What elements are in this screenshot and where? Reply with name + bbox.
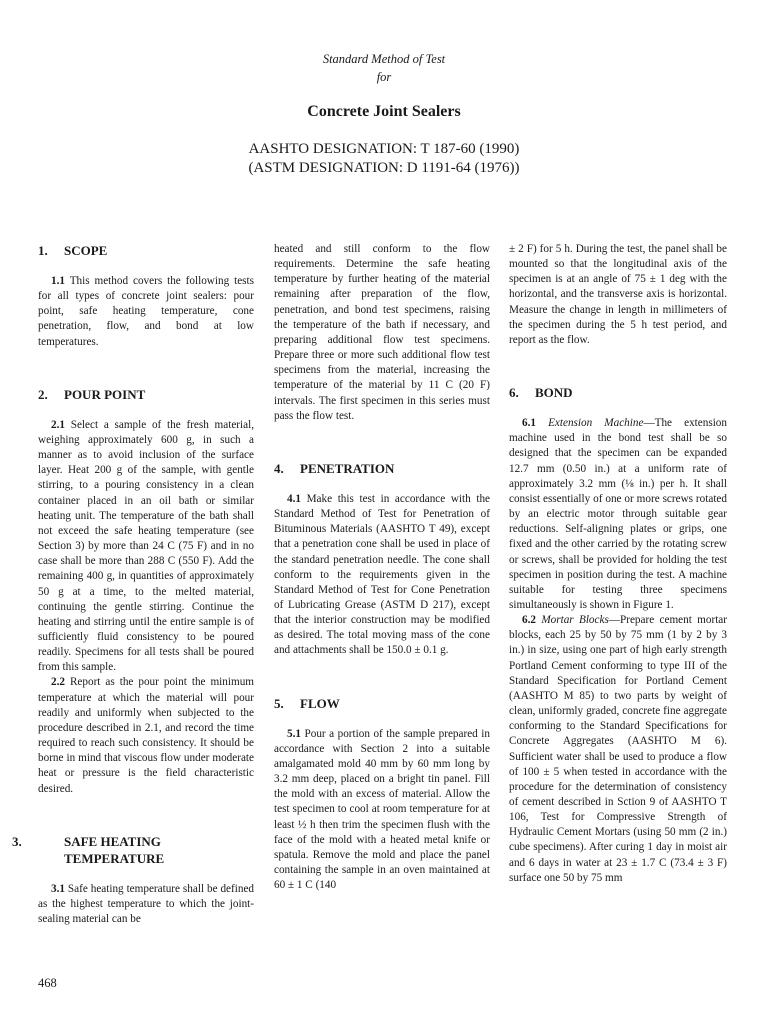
column-1 (12, 242, 255, 927)
paragraph-1-1: 1.1 This method covers the following tests for all types of concrete joint sealers: pour point, safe heating temperature, cone penetration, flow, and bond at low temperatures. (38, 275, 254, 348)
header-standard-method: Standard Method of Test (322, 52, 446, 66)
paragraph-3-1-continued: heated and still conform to the flow requirements. Determine the safe heating temperature by further heating of the material remaining after preparation of the flow, penetration, and bond test specimens, raising the temperature of the bath if necessary, and preparing additional flow test specimens. Prepare three or more such additional flow test specimens from the material, increasing the temperature of the material by 11 C (20 F) intervals. The first specimen in this series must pass the flow test. (274, 243, 490, 422)
section-heading-scope: 1. SCOPE (38, 243, 108, 258)
column-3 (509, 242, 727, 886)
paragraph-5-1-continued: ± 2 F) for 5 h. During the test, the panel shall be mounted so that the longitudinal axis of the specimen is at an angle of 75 ± 1 deg with the horizontal, and the transverse axis is horizontal. Measure the change in length in millimeters of the specimen during the 5 h test period, and report as the flow. (509, 243, 727, 346)
paragraph-6-2: 6.2 Mortar Blocks—Prepare cement mortar blocks, each 25 by 50 by 75 mm (1 by 2 by 3 in.) in size, using one part of high early strength Portland Cement conforming to type III of the Standard Specification for Portland Cement (AASHTO M 85) to two parts by weight of clean, uniformly graded, concrete fine aggregate conforming to the Standard Specifications for Concrete Aggregates (AASHTO M 6). Sufficient water shall be used to produce a flow of 100 ± 5 when tested in accordance with the procedure for the determination of consistency of cement described in Sction 9 of AASHTO T 106, Test for Compressive Strength of Hydraulic Cement Mortars (using 50 mm (2 in.) cube specimens). After curing 1 day in moist air and 6 days in water at 23 ± 1.7 C (73.4 ± 3 F) surface one 50 by 75 mm (509, 614, 727, 884)
paragraph-5-1: 5.1 Pour a portion of the sample prepared in accordance with Section 2 into a suitable amalgamated mold 40 mm by 60 mm long by 3.2 mm deep, placed on a bright tin panel. Fill the mold with an excess of material. Allow the test specimen to cool at room temperature for at least ½ h then trim the specimen flush with the face of the mold with a heated metal knife or spatula. Remove the mold and place the panel containing the sample in an oven maintained at 60 ± 1 C (140 (274, 727, 490, 892)
section-heading-flow: 5. FLOW (274, 695, 340, 711)
paragraph-2-2: 2.2 Report as the pour point the minimum temperature at which the material will pour readily and uniformly when subjected to the procedure described in 2.1, and record the time required to reach such consistency. It should be borne in mind that viscous flow under moderate heat or pressure is the field characteristic desired. (38, 676, 254, 795)
header-for: for (376, 70, 392, 84)
paragraph-4-1: 4.1 Make this test in accordance with the Standard Method of Test for Penetration of Bituminous Materials (AASHTO T 49), except that a penetration cone shall be used in place of the standard penetration needle. The cone shall conform to the requirements given in the Standard Method of Test for Cone Penetration of Lubricating Grease (ASTM D 217), except that the interior construction may be modified as desired. The total moving mass of the cone and attachments shall be 150.0 ± 0.1 g. (274, 492, 491, 657)
section-heading-safe-heating: 3. SAFE HEATING TEMPERATURE (12, 833, 165, 866)
astm-designation: (ASTM DESIGNATION: D 1191-64 (1976)) (248, 160, 520, 176)
column-2 (274, 242, 490, 893)
aashto-designation: AASHTO DESIGNATION: T 187-60 (1990) (248, 141, 520, 157)
section-heading-penetration: 4. PENETRATION (274, 460, 395, 476)
section-heading-pour-point: 2. POUR POINT (38, 386, 146, 402)
paragraph-6-1: 6.1 Extension Machine—The extension machine used in the bond test shall be so designed that the specimen can be expanded 12.7 mm (0.50 in.) at a uniform rate of approximately 3.2 mm (⅛ in.) per h. It shall consist essentially of one or more screws rotated by an electric motor through suitable gear reductions. Self-aligning plates or grips, one fixed and the other carried by the rotating screw or screws, shall be provided for holding the test specimen in position during the test. A machine suitable for testing three specimens simultaneously is shown in Figure 1. (509, 417, 727, 611)
page-number: 468 (38, 976, 57, 990)
section-heading-bond: 6. BOND (509, 385, 573, 401)
paragraph-3-1: 3.1 Safe heating temperature shall be defined as the highest temperature to which the joint-sealing material can be (38, 882, 255, 925)
designation-block (0, 140, 768, 178)
paragraph-2-1: 2.1 Select a sample of the fresh material, weighing approximately 600 g, in such a manner as to avoid inclusion of the surface layer. Heat 200 g of the sample, with gentle stirring, to a pouring consistency in a clean container placed in an oil bath or similar heating unit. The temperature of the bath shall not exceed the safe heating temperature (see Section 3) by more than 24 C (75 F) and in no case shall be more than 288 C (550 F). Add the remaining 400 g, in quantities of approximately 50 g at a time, to the melted material, continuing the gentle stirring. Continue the heating and stirring until the entire sample is of sufficiently fluid consistency to be poured readily. Specimens for all tests shall be poured from this sample. (38, 418, 254, 674)
document-title: Concrete Joint Sealers (307, 103, 461, 120)
